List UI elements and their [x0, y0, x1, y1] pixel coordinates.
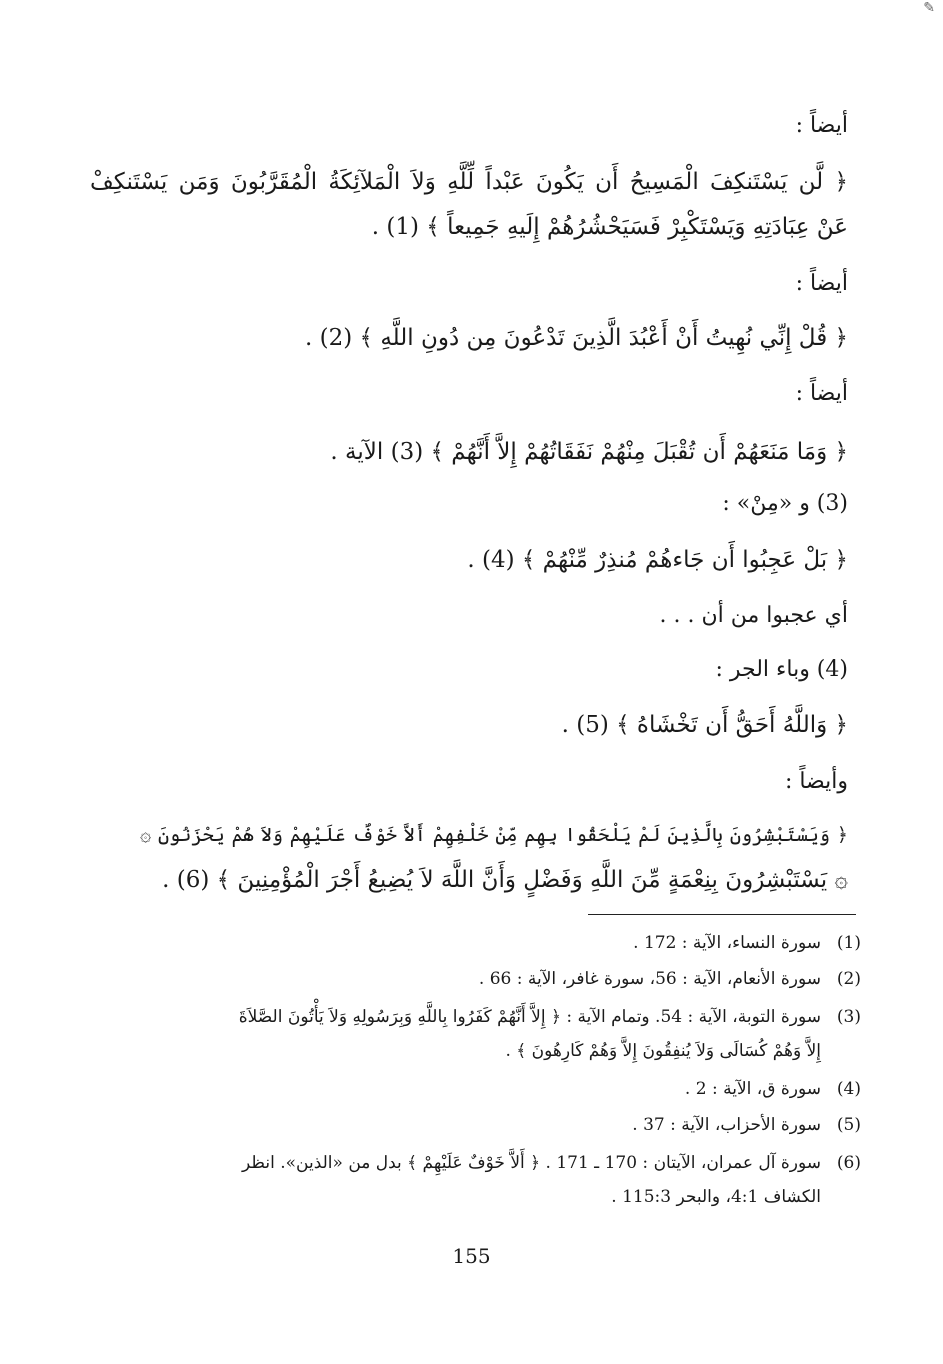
- body-line-10: أي عجبوا من أن . . .: [659, 603, 848, 628]
- footnote-6: [130, 1148, 861, 1178]
- body-line-2: ﴿ لَّن يَسْتَنكِفَ الْمَسِيحُ أَن يَكُونَ عَبْداً لِّلَّهِ وَلاَ الْمَلآئِكَةُ الْمُقَرَّبُونَ وَمَن يَسْتَنكِفْ: [90, 169, 848, 195]
- footnote-number: (1): [836, 933, 861, 953]
- footnote-3-continuation: إِلاَّ وَهُمْ كُسَالَى وَلاَ يُنفِقُونَ إِلاَّ وَهُمْ كَارِهُونَ ﴾ .: [505, 1041, 821, 1061]
- body-line-1: أيضاً :: [795, 113, 848, 138]
- body-line-6: أيضاً :: [795, 381, 848, 406]
- footnote-number: (3): [836, 1007, 861, 1027]
- footnote-number: (5): [836, 1115, 861, 1135]
- body-line-11: (4) وباء الجر :: [715, 657, 848, 682]
- footnote-number: (4): [836, 1079, 861, 1099]
- footnote-text: سورة النساء، الآية : 172 .: [633, 933, 821, 953]
- footnote-text: سورة ق، الآية : 2 .: [684, 1079, 821, 1099]
- body-line-13: وأيضاً :: [784, 769, 848, 794]
- footnote-number: (6): [836, 1153, 861, 1173]
- footnote-divider: [588, 914, 856, 915]
- footnote-text: سورة الأحزاب، الآية : 37 .: [632, 1115, 821, 1135]
- body-line-8: (3) و «مِنْ» :: [722, 491, 848, 516]
- body-line-15: ۞ يَسْتَبْشِرُونَ بِنِعْمَةٍ مِّنَ اللَّهِ وَفَضْلٍ وَأَنَّ اللَّهَ لاَ يُضِيعُ أَجْرَ الْمُؤْمِنِينَ ﴾ (6) .: [162, 867, 848, 893]
- footnote-number: (2): [836, 969, 861, 989]
- footnote-text: سورة الأنعام، الآية : 56، سورة غافر، الآية : 66 .: [478, 969, 821, 989]
- body-line-14: ﴿ وَيَسْتَبْشِرُونَ بِالَّذِينَ لَمْ يَلْحَقُوا بِهِم مِّنْ خَلْفِهِمْ أَلاَّ خَوْفٌ عَلَيْهِمْ وَلاَ هُمْ يَحْزَنُونَ ۞: [140, 824, 848, 846]
- footnote-text: سورة آل عمران، الآيتان : 170 ـ 171 . ﴿ أَلاَّ خَوْفٌ عَلَيْهِمْ ﴾ بدل من «الذين». انظر: [242, 1153, 821, 1173]
- footnote-2: [100, 964, 861, 994]
- body-line-3: عَنْ عِبَادَتِهِ وَيَسْتَكْبِرْ فَسَيَحْشُرُهُمْ إِلَيهِ جَمِيعاً ﴾ (1) .: [371, 214, 848, 240]
- body-line-9: ﴿ بَلْ عَجِبُوا أَن جَاءهُمْ مُنذِرٌ مِّنْهُمْ ﴾ (4) .: [467, 547, 848, 573]
- body-line-5: ﴿ قُلْ إِنِّي نُهِيتُ أَنْ أَعْبُدَ الَّذِينَ تَدْعُونَ مِن دُونِ اللَّهِ ﴾ (2) .: [305, 325, 848, 351]
- footnote-6-continuation: الكشاف 4:1، والبحر 115:3 .: [611, 1187, 821, 1207]
- pen-icon: ✎: [923, 0, 935, 16]
- footnote-text: سورة التوبة، الآية : 54. وتمام الآية : ﴿ إِلاَّ أَنَّهُمْ كَفَرُوا بِاللَّهِ وَبِرَسُولِهِ وَلاَ يَأْتُونَ الصَّلاَةَ: [238, 1007, 821, 1027]
- footnote-1: [100, 928, 861, 958]
- footnote-3: [130, 1002, 861, 1032]
- body-line-7: ﴿ وَمَا مَنَعَهُمْ أَن تُقْبَلَ مِنْهُمْ نَفَقَاتُهُمْ إِلاَّ أَنَّهُمْ ﴾ (3) الآية .: [330, 439, 848, 465]
- body-line-12: ﴿ وَاللَّهُ أَحَقُّ أَن تَخْشَاهُ ﴾ (5) .: [561, 712, 848, 738]
- body-line-4: أيضاً :: [795, 271, 848, 296]
- footnote-4: [100, 1074, 861, 1104]
- footnote-5: [100, 1110, 861, 1140]
- page-number: 155: [452, 1244, 491, 1268]
